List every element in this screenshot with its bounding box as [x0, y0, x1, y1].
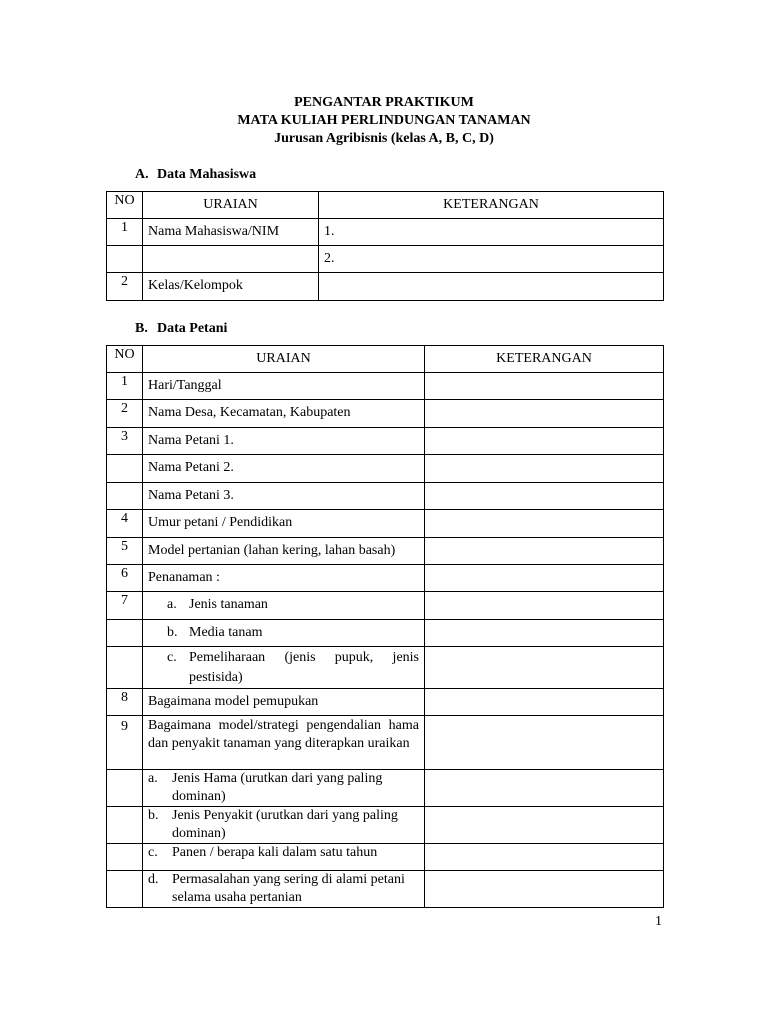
row-keterangan[interactable] [425, 400, 664, 428]
list-text: Jenis Penyakit (urutkan dari yang paling dominan) [172, 808, 398, 841]
row-uraian: Nama Desa, Kecamatan, Kabupaten [143, 400, 425, 428]
list-marker: b. [148, 808, 159, 823]
row-uraian [143, 807, 425, 844]
row-uraian: Nama Petani 1. [143, 428, 425, 455]
table-row [107, 620, 664, 647]
row-keterangan[interactable] [425, 770, 664, 807]
row-keterangan[interactable] [425, 373, 664, 400]
section-b-title: Data Petani [157, 321, 228, 336]
row-no [107, 246, 143, 273]
row-no [107, 455, 143, 483]
table-row [107, 592, 664, 620]
row-keterangan[interactable] [425, 807, 664, 844]
farmer-data-table [106, 345, 664, 908]
table-row [107, 689, 664, 716]
row-keterangan[interactable] [425, 455, 664, 483]
table-row [107, 428, 664, 455]
list-marker: c. [148, 845, 158, 860]
table-header-row [107, 346, 664, 373]
list-text: Permasalahan yang sering di alami petani selama usaha pertanian [172, 872, 405, 905]
row-keterangan[interactable] [425, 428, 664, 455]
row-uraian [143, 770, 425, 807]
section-a-title: Data Mahasiswa [157, 167, 257, 182]
row-no [107, 620, 143, 647]
row-uraian: Nama Mahasiswa/NIM [143, 219, 319, 246]
table-row [107, 219, 664, 246]
table-row [107, 844, 664, 871]
table-row [107, 538, 664, 565]
row-no [107, 483, 143, 510]
row-keterangan[interactable]: 1. [319, 219, 664, 246]
list-marker: c. [167, 650, 177, 665]
row-keterangan[interactable] [425, 565, 664, 592]
table-row [107, 455, 664, 483]
row-keterangan[interactable] [425, 510, 664, 538]
row-uraian: Penanaman : [143, 565, 425, 592]
row-no [107, 844, 143, 871]
table-row [107, 871, 664, 908]
row-no: 1 [107, 219, 143, 246]
list-marker: b. [167, 625, 178, 640]
row-no: 1 [107, 373, 143, 400]
table-row [107, 510, 664, 538]
table-row [107, 647, 664, 689]
row-uraian [143, 620, 425, 647]
row-no: 3 [107, 428, 143, 455]
section-b-letter: B. [135, 321, 148, 336]
table-row [107, 807, 664, 844]
row-keterangan[interactable] [425, 592, 664, 620]
row-keterangan[interactable] [425, 844, 664, 871]
list-text: Jenis Hama (urutkan dari yang paling dominan) [172, 771, 383, 804]
row-no [107, 871, 143, 908]
row-uraian: Model pertanian (lahan kering, lahan basah) [143, 538, 425, 565]
row-uraian: Nama Petani 2. [143, 455, 425, 483]
row-keterangan[interactable] [425, 538, 664, 565]
table-row [107, 400, 664, 428]
row-uraian [143, 592, 425, 620]
row-uraian [143, 647, 425, 689]
table-row [107, 565, 664, 592]
row-keterangan[interactable] [425, 716, 664, 770]
row-no: 6 [107, 565, 143, 592]
row-uraian: Bagaimana model pemupukan [143, 689, 425, 716]
section-a-heading [135, 166, 256, 184]
section-a-letter: A. [135, 167, 149, 182]
page-number: 1 [655, 914, 662, 929]
list-marker: a. [148, 771, 158, 786]
row-no [107, 807, 143, 844]
row-no [107, 770, 143, 807]
row-keterangan[interactable] [425, 620, 664, 647]
list-text: Pemeliharaan (jenis pupuk, jenis pestisida) [189, 650, 419, 685]
row-uraian: Hari/Tanggal [143, 373, 425, 400]
row-uraian [143, 844, 425, 871]
table-row [107, 483, 664, 510]
title-line-1: PENGANTAR PRAKTIKUM [294, 95, 474, 110]
row-keterangan[interactable] [425, 483, 664, 510]
title-line-3: Jurusan Agribisnis (kelas A, B, C, D) [274, 131, 494, 146]
row-keterangan[interactable] [319, 273, 664, 301]
section-b-heading [135, 320, 227, 338]
row-uraian: Umur petani / Pendidikan [143, 510, 425, 538]
student-data-table [106, 191, 664, 301]
header-no: NO [107, 192, 143, 219]
header-uraian: URAIAN [143, 192, 319, 219]
row-uraian [143, 246, 319, 273]
row-keterangan[interactable] [425, 871, 664, 908]
row-uraian: Nama Petani 3. [143, 483, 425, 510]
row-keterangan[interactable] [425, 689, 664, 716]
row-no: 9 [107, 716, 143, 770]
title-line-2: MATA KULIAH PERLINDUNGAN TANAMAN [237, 113, 531, 128]
row-no [107, 647, 143, 689]
table-header-row [107, 192, 664, 219]
table-row [107, 273, 664, 301]
row-uraian [143, 871, 425, 908]
row-uraian: Kelas/Kelompok [143, 273, 319, 301]
list-text: Media tanam [189, 625, 263, 640]
header-no: NO [107, 346, 143, 373]
row-no: 4 [107, 510, 143, 538]
header-uraian: URAIAN [143, 346, 425, 373]
header-keterangan: KETERANGAN [425, 346, 664, 373]
table-row [107, 716, 664, 770]
list-marker: d. [148, 872, 159, 887]
list-text: Panen / berapa kali dalam satu tahun [172, 845, 378, 860]
row-keterangan[interactable] [425, 647, 664, 689]
list-marker: a. [167, 597, 177, 612]
row-no: 8 [107, 689, 143, 716]
row-no: 5 [107, 538, 143, 565]
table-row [107, 373, 664, 400]
table-row [107, 770, 664, 807]
row-keterangan[interactable]: 2. [319, 246, 664, 273]
row-no: 2 [107, 273, 143, 301]
row-no: 7 [107, 592, 143, 620]
table-row [107, 246, 664, 273]
header-keterangan: KETERANGAN [319, 192, 664, 219]
row-uraian: Bagaimana model/strategi pengendalian hama dan penyakit tanaman yang diterapkan uraikan [143, 716, 425, 770]
row-no: 2 [107, 400, 143, 428]
list-text: Jenis tanaman [189, 597, 268, 612]
